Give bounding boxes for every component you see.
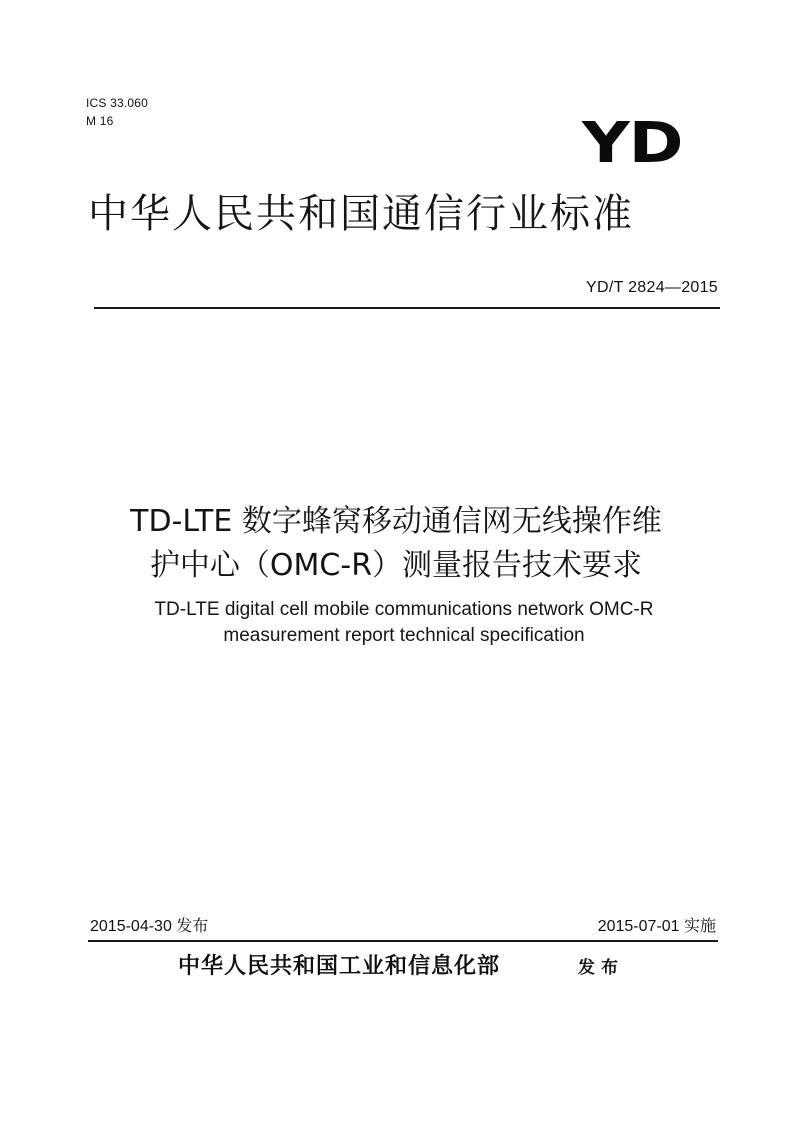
ics-code: ICS 33.060 <box>86 96 149 110</box>
standard-type-heading: 中华人民共和国通信行业标准 <box>88 191 634 237</box>
title-english-line-2: measurement report technical specification <box>223 625 585 646</box>
title-english-line-1: TD-LTE digital cell mobile communications network OMC-R <box>154 599 654 620</box>
yd-logo: YD <box>582 111 683 176</box>
standard-number: YD/T 2824—2015 <box>586 279 718 296</box>
publisher-name: 中华人民共和国工业和信息化部 <box>178 953 501 979</box>
title-chinese-line-1: TD-LTE 数字蜂窝移动通信网无线操作维 <box>130 504 662 539</box>
title-chinese-line-2: 护中心（OMC-R）测量报告技术要求 <box>149 548 643 583</box>
publish-label: 发布 <box>578 958 624 978</box>
header-divider <box>94 307 720 309</box>
footer-divider <box>88 940 718 942</box>
issue-date: 2015-04-30 发布 <box>90 918 209 935</box>
classification-code: M 16 <box>86 114 114 128</box>
implementation-date: 2015-07-01 实施 <box>597 918 716 935</box>
